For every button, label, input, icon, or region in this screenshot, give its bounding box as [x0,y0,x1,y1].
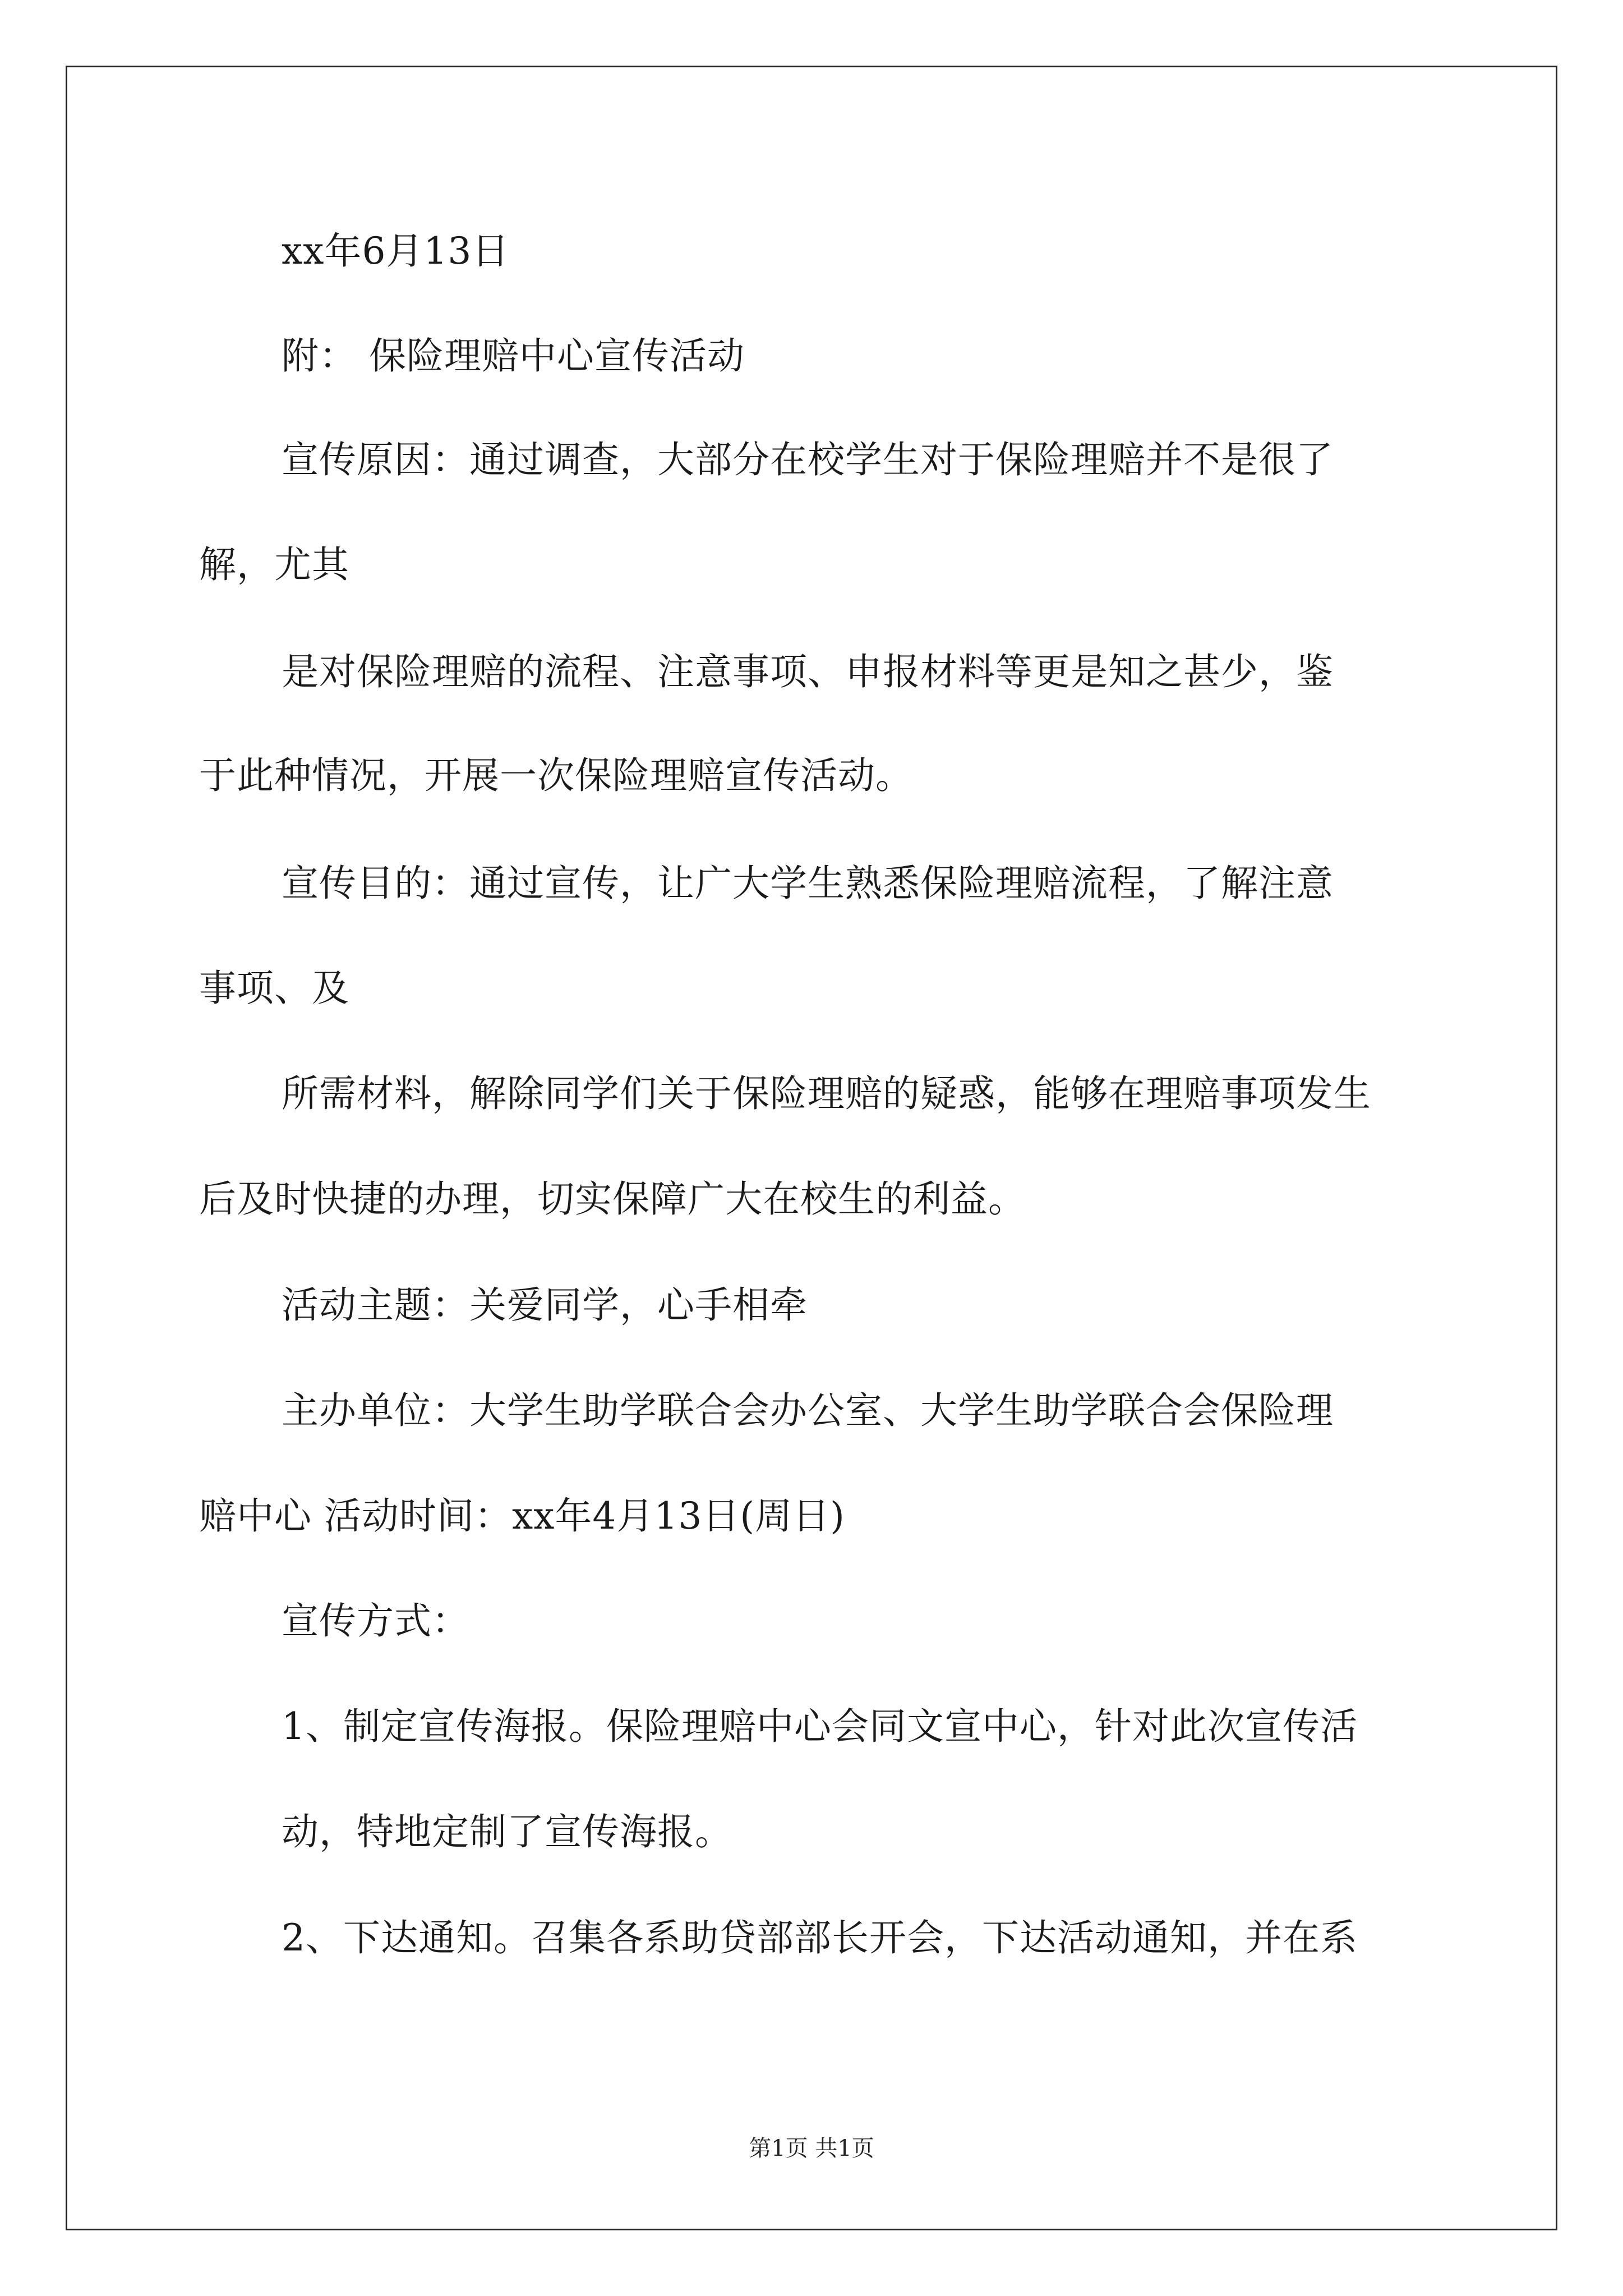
paragraph-purpose-line-2: 事项、及 [199,967,349,1010]
paragraph-reason-line-2: 解，尤其 [199,543,349,586]
paragraph-reason-line-3: 是对保险理赔的流程、注意事项、申报材料等更是知之甚少，鉴 [282,650,1334,693]
paragraph-organizer-line-2: 赔中心 活动时间：xx年4月13日(周日) [199,1494,845,1538]
paragraph-method-1-line-2: 动，特地定制了宣传海报。 [282,1810,732,1853]
paragraph-theme: 活动主题：关爱同学，心手相牵 [282,1283,808,1327]
paragraph-purpose-line-1: 宣传目的：通过宣传，让广大学生熟悉保险理赔流程，了解注意 [282,862,1334,905]
paragraph-method-2-line-1: 2、下达通知。召集各系助贷部部长开会，下达活动通知，并在系 [282,1916,1358,1959]
attachment-title: 附： 保险理赔中心宣传活动 [282,334,745,378]
paragraph-purpose-line-3: 所需材料，解除同学们关于保险理赔的疑惑，能够在理赔事项发生 [282,1072,1371,1115]
paragraph-methods-heading: 宣传方式： [282,1599,469,1642]
paragraph-purpose-line-4: 后及时快捷的办理，切实保障广大在校生的利益。 [199,1177,1026,1221]
paragraph-reason-line-4: 于此种情况，开展一次保险理赔宣传活动。 [199,754,913,797]
paragraph-organizer-line-1: 主办单位：大学生助学联合会办公室、大学生助学联合会保险理 [282,1389,1334,1432]
paragraph-reason-line-1: 宣传原因：通过调查，大部分在校学生对于保险理赔并不是很了 [282,438,1334,481]
paragraph-method-1-line-1: 1、制定宣传海报。保险理赔中心会同文宣中心，针对此次宣传活 [282,1705,1358,1748]
page-footer: 第1页 共1页 [749,2136,874,2161]
date-line: xx年6月13日 [282,229,510,273]
page-border [66,66,1557,2230]
